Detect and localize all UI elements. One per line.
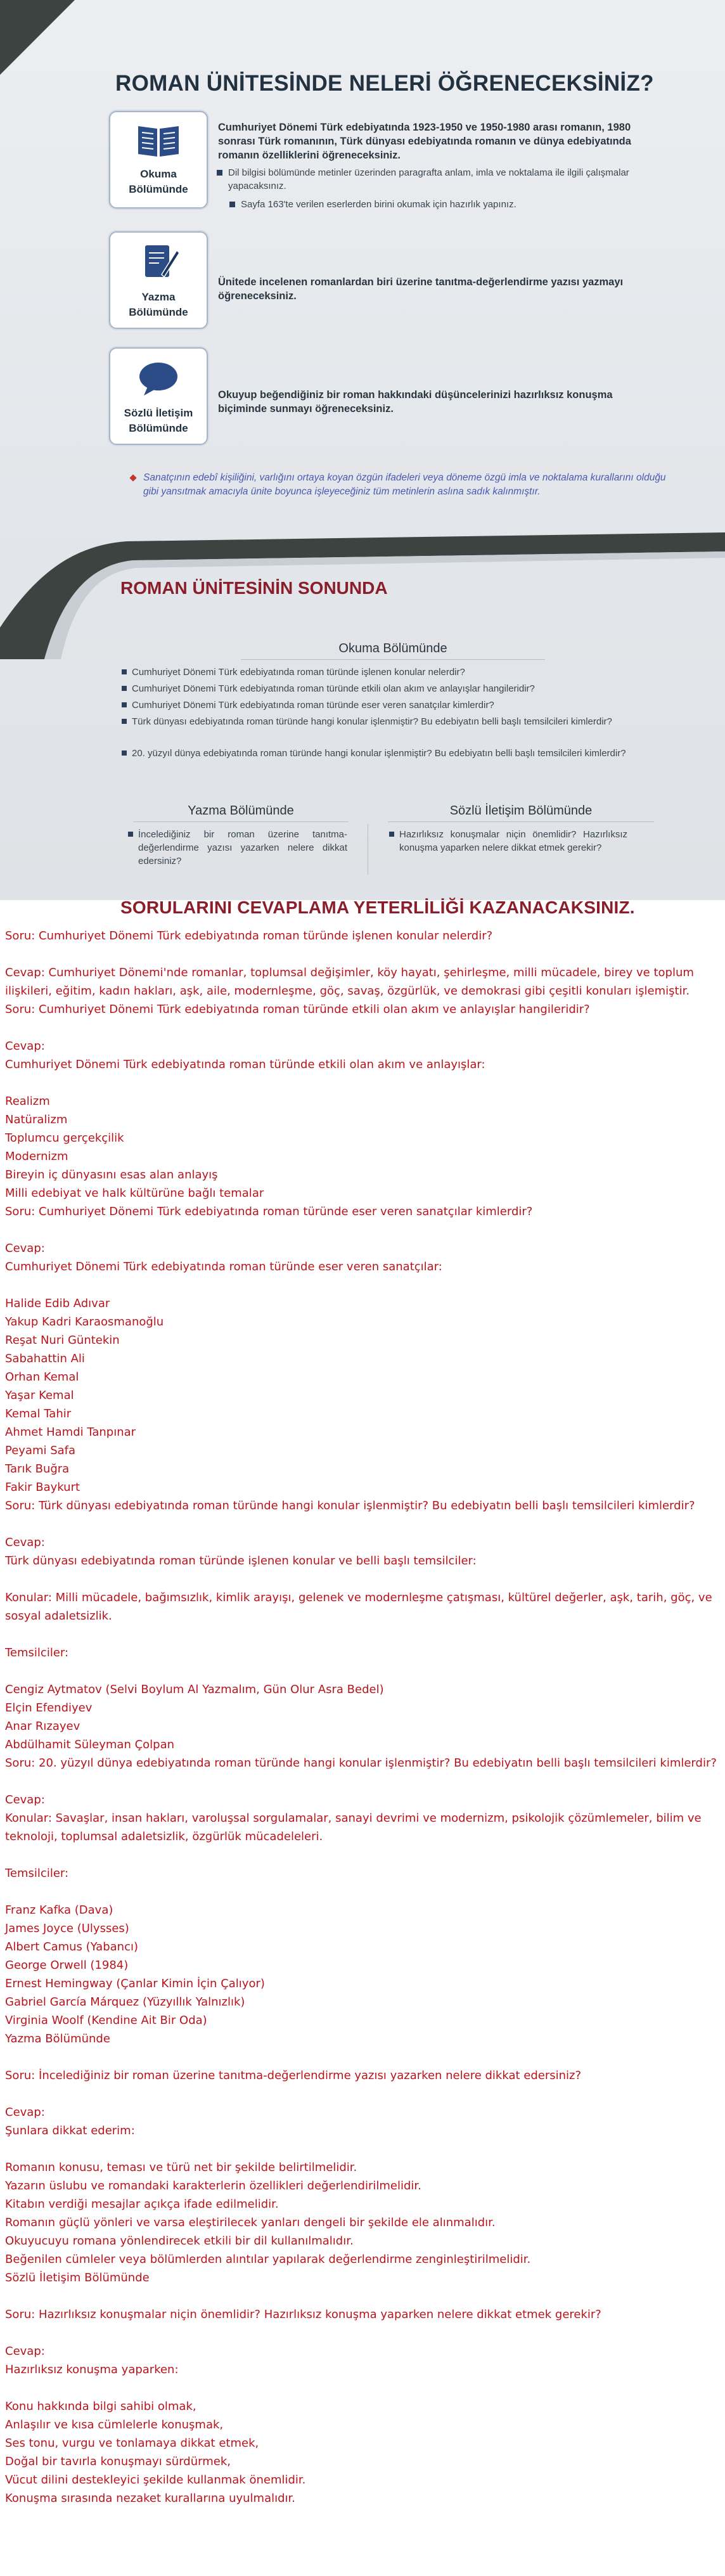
qa-line: James Joyce (Ulysses) (5, 1922, 129, 1935)
qa-line: Cumhuriyet Dönemi Türk edebiyatında roman türünde eser veren sanatçılar: (5, 1260, 442, 1273)
qa-line: George Orwell (1984) (5, 1959, 129, 1972)
pen-icon (136, 242, 181, 282)
qa-line: Halide Edib Adıvar (5, 1297, 110, 1310)
qa-line: Türk dünyası edebiyatında roman türünde işlenen konular ve belli başlı temsilciler: (5, 1554, 477, 1568)
qa-line (5, 1221, 720, 1239)
sozlu-label-2: Bölümünde (129, 422, 188, 434)
qa-line (5, 1570, 720, 1588)
okuma-heading-rule (241, 659, 545, 660)
qa-line: Soru: Cumhuriyet Dönemi Türk edebiyatında roman türünde işlenen konular nelerdir? (5, 929, 493, 943)
okuma-question-4: Türk dünyası edebiyatında roman türünde hangi konular işlenmiştir? Bu edebiyatın belli başlı temsilcileri kimlerdir? (132, 715, 677, 728)
okuma-bullet: Dil bilgisi bölümünde metinler üzerinden paragrafta anlam, imla ve noktalama ile ilgili çalışmalar yapacaksınız. (228, 166, 659, 193)
qa-line: Anar Rızayev (5, 1720, 80, 1733)
note-marker-icon (129, 474, 136, 481)
okuma-question-5: 20. yüzyıl dünya edebiyatında roman türünde hangi konular işlenmiştir? Bu edebiyatın belli başlı temsilcileri kimlerdir? (132, 747, 677, 760)
qa-line: Anlaşılır ve kısa cümlelerle konuşmak, (5, 2418, 224, 2431)
okuma-description: Cumhuriyet Dönemi Türk edebiyatında 1923-1950 ve 1950-1980 arası romanın, 1980 sonrası Türk romanının, Türk dünyası edebiyatında romanın ve dünya edebiyatında romanın özelliklerini öğreneceksiniz. (218, 122, 631, 161)
qa-line: Yazarın üslubu ve romandaki karakterlerin özellikleri değerlendirilmelidir. (5, 2179, 421, 2193)
qa-line: Elçin Efendiyev (5, 1701, 93, 1715)
page-title: ROMAN ÜNİTESİNDE NELERİ ÖĞRENECEKSİNİZ? (115, 71, 654, 96)
qa-line: Beğenilen cümleler veya bölümlerden alıntılar yapılarak değerlendirme zenginleştirilmelidir. (5, 2253, 531, 2266)
qa-line: Ses tonu, vurgu ve tonlamaya dikkat etmek, (5, 2437, 259, 2450)
qa-line: Cevap: (5, 1242, 45, 1255)
okuma-label: Okuma (140, 168, 177, 180)
qa-line: Hazırlıksız konuşma yaparken: (5, 2363, 179, 2376)
qa-line (5, 2048, 720, 2066)
qa-line: Romanın güçlü yönleri ve varsa eleştirilecek yanları dengeli bir şekilde ele alınmalıdır. (5, 2216, 496, 2229)
qa-line: Soru: Cumhuriyet Dönemi Türk edebiyatında roman türünde etkili olan akım ve anlayışlar hangileridir? (5, 1003, 590, 1016)
qa-line: Modernizm (5, 1150, 68, 1163)
qa-line: Cevap: (5, 2106, 45, 2119)
qa-line (5, 1846, 720, 1864)
qa-line: Şunlara dikkat ederim: (5, 2124, 135, 2137)
qa-line: Temsilciler: (5, 1867, 69, 1880)
qa-line: Soru: Hazırlıksız konuşmalar niçin önemlidir? Hazırlıksız konuşma yaparken nelere dikkat etmek gerekir? (5, 2308, 601, 2321)
qa-line (5, 1883, 720, 1901)
qa-line: Reşat Nuri Güntekin (5, 1334, 120, 1347)
book-icon (134, 121, 183, 159)
yazma-label: Yazma (141, 291, 176, 303)
banner-closing-title: SORULARINI CEVAPLAMA YETERLİLİĞİ KAZANACAKSINIZ. (120, 898, 635, 917)
qa-line: Kemal Tahir (5, 1407, 72, 1420)
okuma-label-2: Bölümünde (129, 183, 188, 195)
qa-line: Tarık Buğra (5, 1462, 70, 1476)
qa-line: Cumhuriyet Dönemi Türk edebiyatında roman türünde etkili olan akım ve anlayışlar: (5, 1058, 485, 1071)
qa-line (5, 2324, 720, 2342)
qa-line: Cengiz Aytmatov (Selvi Boylum Al Yazmalım, Gün Olur Asra Bedel) (5, 1683, 384, 1696)
qa-line (5, 1662, 720, 1680)
qa-line: Yazma Bölümünde (5, 2032, 110, 2045)
qa-line (5, 1276, 720, 1294)
qa-line: Abdülhamit Süleyman Çolpan (5, 1738, 175, 1751)
okuma-question-1: Cumhuriyet Dönemi Türk edebiyatında roman türünde işlenen konular nelerdir? (132, 666, 677, 679)
qa-line: Fakir Baykurt (5, 1481, 80, 1494)
qa-line: Okuyucuyu romana yönlendirecek etkili bir dil kullanılmalıdır. (5, 2234, 354, 2248)
qa-line (5, 2379, 720, 2397)
qa-line (5, 2085, 720, 2103)
qa-line: Franz Kafka (Dava) (5, 1903, 113, 1917)
qa-line: Albert Camus (Yabancı) (5, 1940, 138, 1954)
qa-line: Konuşma sırasında nezaket kurallarına uyulmalıdır. (5, 2492, 296, 2505)
note-text: Sanatçının edebî kişiliğini, varlığını ortaya koyan özgün ifadeleri veya döneme özgü imla ve noktalama kurallarını olduğu gibi yansıtmak amacıyla ünite boyunca işleyeceğiniz tüm metinlerin aslına sadık kalınmıştır. (143, 472, 666, 497)
qa-line: Toplumcu gerçekçilik (5, 1131, 124, 1145)
qa-line: Ahmet Hamdi Tanpınar (5, 1426, 136, 1439)
speech-bubble-icon (136, 360, 181, 397)
qa-line: Kitabın verdiği mesajlar açıkça ifade edilmelidir. (5, 2198, 279, 2211)
qa-line: Vücut dilini destekleyici şekilde kullanmak önemlidir. (5, 2473, 306, 2487)
qa-line: Soru: Türk dünyası edebiyatında roman türünde hangi konular işlenmiştir? Bu edebiyatın belli başlı temsilcileri kimlerdir? (5, 1499, 695, 1512)
section2-title: ROMAN ÜNİTESİNİN SONUNDA (120, 578, 388, 598)
qa-line (5, 1772, 720, 1791)
qa-line: Yaşar Kemal (5, 1389, 74, 1402)
qa-line (5, 2287, 720, 2305)
qa-line: Soru: 20. yüzyıl dünya edebiyatında roman türünde hangi konular işlenmiştir? Bu edebiyatın belli başlı temsilcileri kimlerdir? (5, 1756, 717, 1770)
qa-text-block (5, 927, 720, 2508)
qa-line: Cevap: Cumhuriyet Dönemi'nde romanlar, toplumsal değişimler, köy hayatı, şehirleşme, milli mücadele, birey ve toplum ilişkileri, eğitim, kadın hakları, aşk, aile, modernleşme, göç, savaş, özgürlük, ve demokrasi gibi çeşitli konuları işlemiştir. (5, 966, 698, 998)
qa-line: Bireyin iç dünyasını esas alan anlayış (5, 1168, 218, 1182)
qa-line (5, 2140, 720, 2158)
sozlu-description: Okuyup beğendiğiniz bir roman hakkındaki düşüncelerinizi hazırlıksız konuşma biçiminde sunmayı öğreneceksiniz. (218, 389, 613, 415)
qa-line: Peyami Safa (5, 1444, 76, 1457)
qa-line (5, 1019, 720, 1037)
yazma-section-badge (109, 231, 208, 329)
qa-line: Ernest Hemingway (Çanlar Kimin İçin Çalıyor) (5, 1977, 265, 1990)
yazma-description: Ünitede incelenen romanlardan biri üzerine tanıtma-değerlendirme yazısı yazmayı öğreneceksiniz. (218, 276, 624, 302)
qa-line: Cevap: (5, 2345, 45, 2358)
qa-line: Virginia Woolf (Kendine Ait Bir Oda) (5, 2014, 207, 2027)
sozlu-label: Sözlü İletişim (124, 407, 193, 419)
qa-line: Orhan Kemal (5, 1370, 79, 1384)
okuma-question-2: Cumhuriyet Dönemi Türk edebiyatında roman türünde etkili olan akım ve anlayışlar hangileridir? (132, 682, 677, 695)
qa-line: Soru: İncelediğiniz bir roman üzerine tanıtma-değerlendirme yazısı yazarken nelere dikkat edersiniz? (5, 2069, 582, 2082)
sozlu-heading: Sözlü İletişim Bölümünde (449, 804, 593, 818)
qa-line: Konu hakkında bilgi sahibi olmak, (5, 2400, 196, 2413)
corner-decoration (0, 0, 75, 75)
qa-line (5, 1625, 720, 1644)
qa-line: Doğal bir tavırla konuşmayı sürdürmek, (5, 2455, 231, 2468)
qa-line: Sabahattin Ali (5, 1352, 85, 1365)
yazma-heading-rule (133, 821, 349, 822)
qa-line: Romanın konusu, teması ve türü net bir şekilde belirtilmelidir. (5, 2161, 357, 2174)
okuma-heading: Okuma Bölümünde (338, 641, 447, 655)
qa-line: Realizm (5, 1095, 50, 1108)
qa-line: Konular: Milli mücadele, bağımsızlık, kimlik arayışı, gelenek ve modernleşme çatışması, kültürel değerler, aşk, tarih, göç, ve sosyal adaletsizlik. (5, 1591, 716, 1623)
qa-line: Temsilciler: (5, 1646, 69, 1659)
okuma-question-3: Cumhuriyet Dönemi Türk edebiyatında roman türünde eser veren sanatçılar kimlerdir? (132, 699, 677, 712)
qa-line: Gabriel García Márquez (Yüzyıllık Yalnızlık) (5, 1995, 245, 2009)
yazma-label-2: Bölümünde (129, 306, 188, 318)
qa-line: Natüralizm (5, 1113, 68, 1126)
unit-banner (0, 0, 725, 900)
qa-line (5, 1515, 720, 1533)
qa-line: Milli edebiyat ve halk kültürüne bağlı temalar (5, 1187, 264, 1200)
qa-line (5, 1074, 720, 1092)
sozlu-section-badge (109, 347, 208, 445)
qa-line: Cevap: (5, 1793, 45, 1806)
qa-line: Yakup Kadri Karaosmanoğlu (5, 1315, 164, 1329)
qa-line: Cevap: (5, 1040, 45, 1053)
okuma-section-badge (109, 111, 208, 209)
sozlu-question: Hazırlıksız konuşmalar niçin önemlidir? Hazırlıksız konuşma yaparken nelere dikkat etmek gerekir? (399, 829, 627, 853)
qa-line: Sözlü İletişim Bölümünde (5, 2271, 150, 2284)
qa-line: Soru: Cumhuriyet Dönemi Türk edebiyatında roman türünde eser veren sanatçılar kimlerdir? (5, 1205, 533, 1218)
qa-line: Konular: Savaşlar, insan hakları, varoluşsal sorgulamalar, sanayi devrimi ve modernizm, psikolojik çözümlemeler, bilim ve teknoloji, toplumsal adaletsizlik, özgürlük mücadeleleri. (5, 1812, 705, 1843)
okuma-sub-bullet: Sayfa 163'te verilen eserlerden birini okumak için hazırlık yapınız. (241, 198, 659, 211)
yazma-heading: Yazma Bölümünde (188, 804, 294, 818)
qa-line (5, 945, 720, 963)
yazma-question: İncelediğiniz bir roman üzerine tanıtma-değerlendirme yazısı yazarken nelere dikkat edersiniz? (138, 829, 347, 866)
qa-line: Cevap: (5, 1536, 45, 1549)
sozlu-heading-rule (388, 821, 654, 822)
